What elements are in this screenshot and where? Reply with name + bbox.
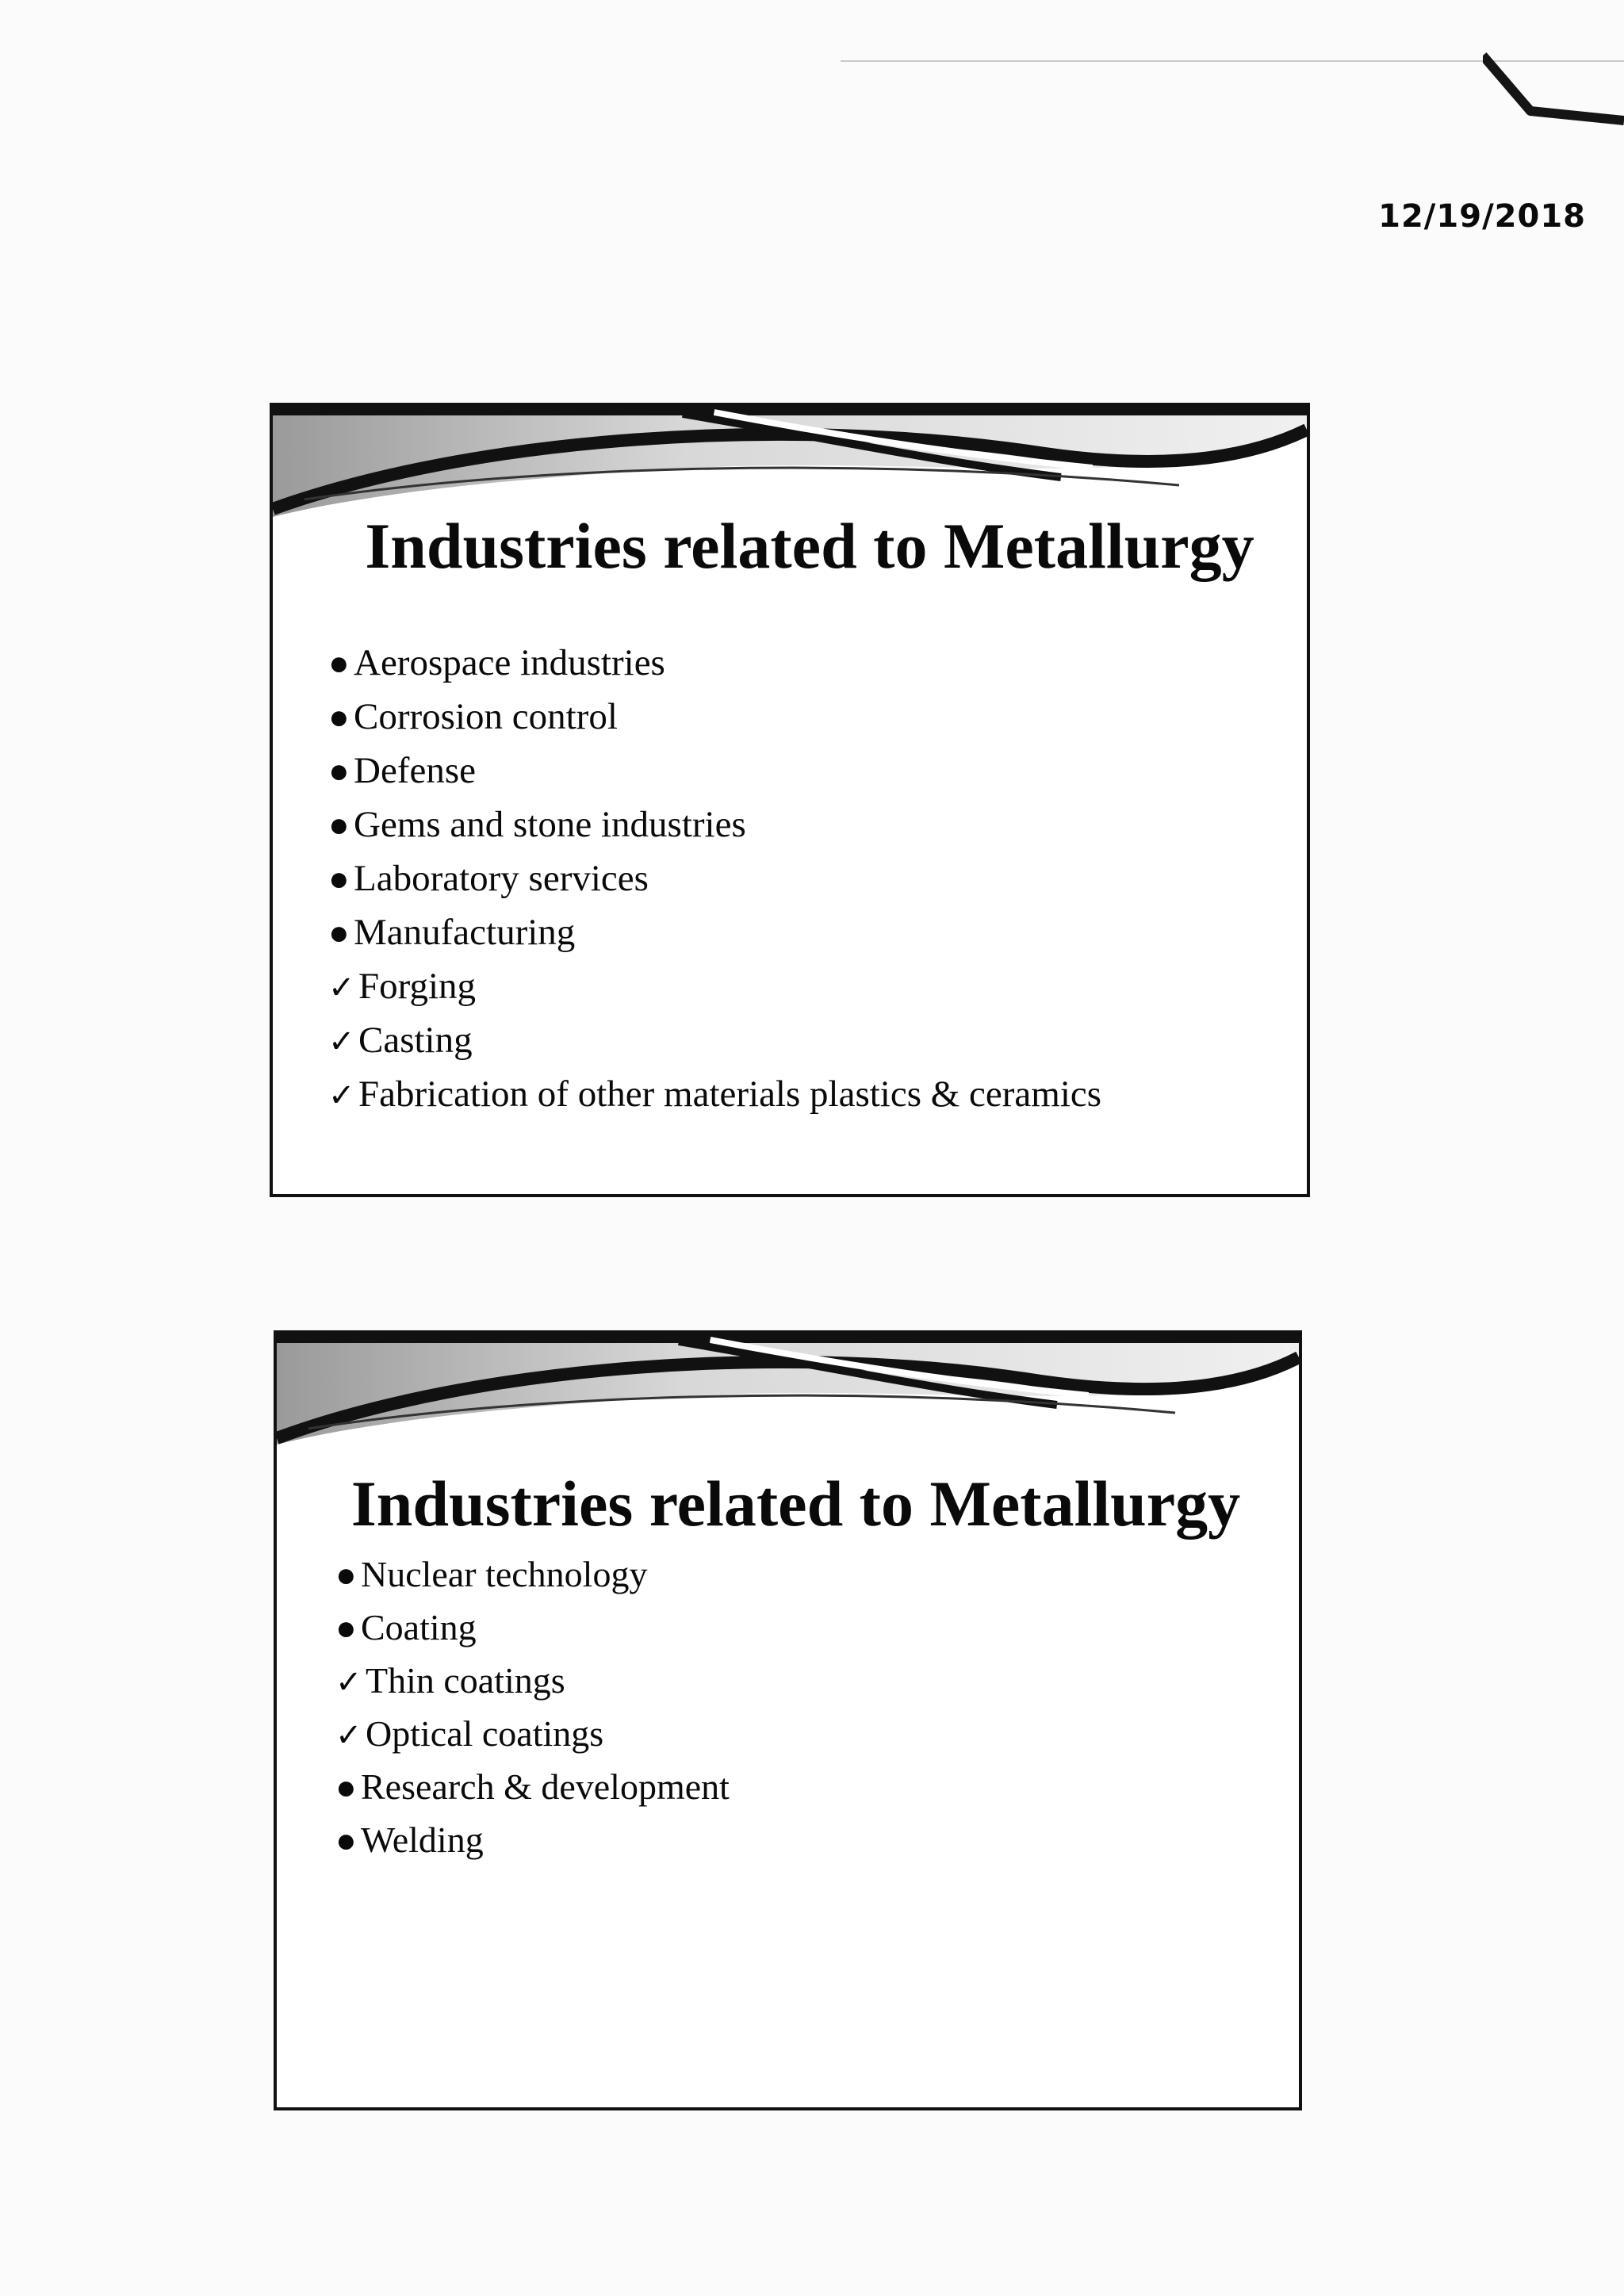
bullet-icon: ● <box>328 698 350 737</box>
list-item-text: Thin coatings <box>366 1660 565 1701</box>
list-item <box>328 1013 1101 1067</box>
bullet-icon: ● <box>335 1556 357 1594</box>
list-item <box>335 1707 730 1760</box>
list-item-text: Nuclear technology <box>361 1554 648 1594</box>
bullet-icon: ● <box>328 859 350 898</box>
list-item <box>328 744 1101 798</box>
bullet-icon: ● <box>328 806 350 844</box>
check-icon: ✓ <box>335 1717 362 1754</box>
list-item <box>335 1760 730 1813</box>
list-item <box>328 851 1101 905</box>
list-item <box>335 1601 730 1654</box>
list-item-text: Manufacturing <box>354 912 576 953</box>
list-item-text: Forging <box>358 966 476 1007</box>
list-item-text: Optical coatings <box>366 1713 604 1754</box>
bullet-icon: ● <box>328 644 350 683</box>
bullet-icon: ● <box>335 1821 357 1860</box>
list-item <box>335 1813 730 1866</box>
list-item <box>328 1067 1101 1121</box>
bullet-icon: ● <box>328 913 350 952</box>
bullet-icon: ● <box>335 1768 357 1807</box>
slide-title: Industries related to Metallurgy <box>365 510 1254 582</box>
list-item-text: Laboratory services <box>354 858 649 899</box>
list-item <box>328 905 1101 959</box>
list-item <box>328 636 1101 690</box>
list-item <box>328 798 1101 851</box>
page-date: 12/19/2018 <box>1378 198 1586 235</box>
list-item-text: Casting <box>358 1020 473 1061</box>
check-icon: ✓ <box>328 1024 355 1060</box>
slide-header-swoosh <box>277 1334 1299 1445</box>
list-item-text: Fabrication of other materials plastics & ceramics <box>358 1073 1102 1115</box>
page-corner-fold <box>1483 48 1624 135</box>
check-icon: ✓ <box>335 1664 362 1701</box>
slide-title: Industries related to Metallurgy <box>350 1468 1241 1540</box>
list-item <box>328 690 1101 744</box>
bullet-icon: ● <box>335 1609 357 1647</box>
list-item-text: Gems and stone industries <box>354 804 746 845</box>
list-item-text: Research & development <box>361 1766 730 1807</box>
slide-1 <box>270 403 1310 1197</box>
list-item-text: Corrosion control <box>354 696 618 737</box>
check-icon: ✓ <box>328 1077 355 1114</box>
slide-bullet-list <box>335 1548 730 1866</box>
bullet-icon: ● <box>328 752 350 790</box>
slide-bullet-list <box>328 636 1101 1121</box>
list-item-text: Coating <box>361 1607 477 1647</box>
list-item-text: Aerospace industries <box>354 642 665 683</box>
slide-header-swoosh <box>273 406 1307 517</box>
slide-2 <box>274 1330 1302 2110</box>
list-item-text: Defense <box>354 750 476 791</box>
list-item <box>328 959 1101 1013</box>
list-item <box>335 1654 730 1707</box>
list-item <box>335 1548 730 1601</box>
check-icon: ✓ <box>328 970 355 1006</box>
list-item-text: Welding <box>361 1820 484 1860</box>
